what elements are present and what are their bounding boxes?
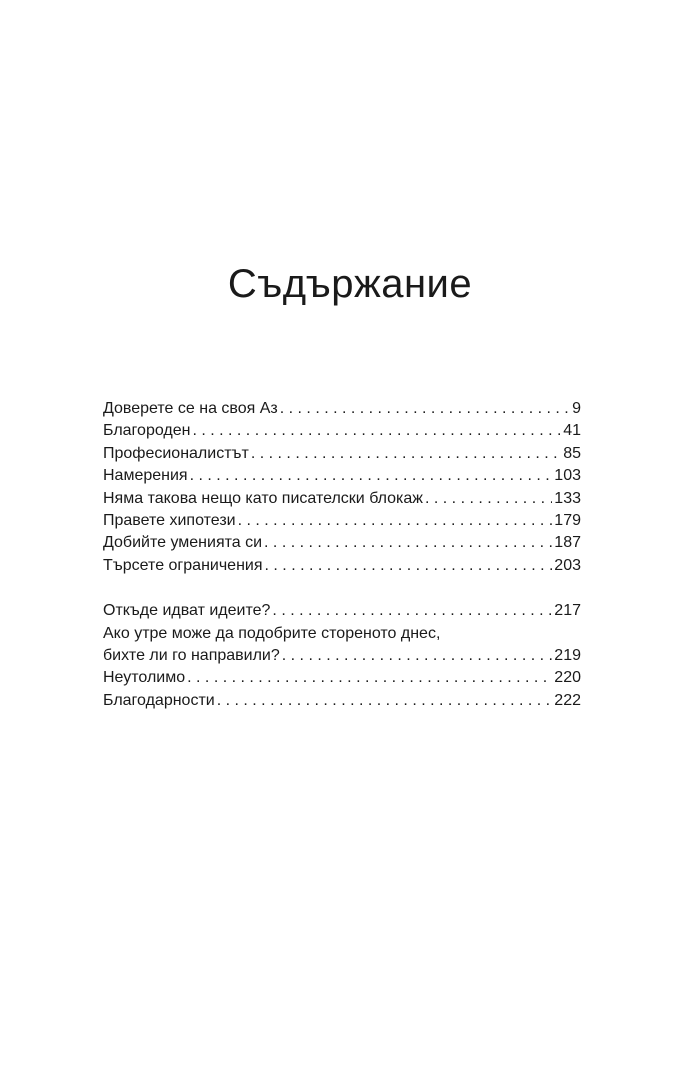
toc-entry[interactable]: [103, 690, 581, 712]
toc-entry-title: Доверете се на своя Аз: [103, 400, 278, 417]
toc-page-number: 9: [572, 400, 581, 417]
toc-entry-title: Правете хипотези: [103, 511, 236, 529]
dot-leader: [251, 443, 561, 465]
toc-page-number: 41: [563, 422, 581, 440]
table-of-contents: [103, 398, 581, 712]
toc-entry[interactable]: [103, 420, 581, 442]
toc-entry-title: Неутолимо: [103, 669, 186, 687]
toc-entry[interactable]: [103, 532, 581, 554]
toc-page-number: 103: [554, 467, 581, 485]
toc-entry[interactable]: [103, 667, 581, 689]
toc-entry-title: Няма такова нещо като писателски блокаж: [103, 489, 423, 507]
toc-entry[interactable]: [103, 398, 581, 420]
toc-entry-title: Благодарности: [103, 691, 215, 709]
toc-entry[interactable]: [103, 465, 581, 487]
toc-page-number: 219: [554, 646, 581, 664]
toc-entry-title: Благороден: [103, 422, 191, 440]
toc-entry-title: Намерения: [103, 467, 188, 485]
toc-page-number: 187: [554, 534, 581, 552]
toc-entry[interactable]: [103, 443, 581, 465]
dot-leader: [238, 510, 553, 532]
dot-leader: [217, 690, 553, 712]
dot-leader: [190, 465, 553, 487]
toc-entry-title: бихте ли го направили?: [103, 646, 280, 664]
dot-leader: [425, 488, 552, 510]
toc-entry[interactable]: [103, 510, 581, 532]
toc-page-number: 133: [554, 489, 581, 507]
toc-page-number: 222: [554, 691, 581, 709]
toc-entry[interactable]: [103, 645, 581, 667]
toc-group-main: [103, 398, 581, 577]
toc-entry-title: Добийте уменията си: [103, 534, 263, 552]
dot-leader: [192, 420, 561, 442]
toc-page-number: 85: [563, 444, 581, 462]
page-title: Съдържание: [227, 262, 473, 306]
toc-page-number: 203: [554, 556, 581, 574]
toc-entry-title: Откъде идват идеите?: [103, 602, 271, 620]
dot-leader: [265, 555, 553, 577]
toc-entry-title-line1: Ако утре може да подобрите стореното днес,: [103, 624, 441, 642]
toc-group-appendix: [103, 600, 581, 712]
toc-entry-title: Търсете ограничения: [103, 556, 263, 574]
dot-leader: [187, 667, 552, 689]
toc-entry-title: Професионалистът: [103, 444, 249, 462]
toc-entry[interactable]: [103, 555, 581, 577]
toc-page-number: 179: [554, 511, 581, 529]
dot-leader: [282, 645, 553, 667]
dot-leader: [264, 532, 552, 554]
dot-leader: [280, 398, 570, 420]
toc-page-number: 220: [554, 669, 581, 687]
dot-leader: [272, 600, 552, 622]
toc-page-number: 217: [554, 602, 581, 620]
toc-entry[interactable]: [103, 488, 581, 510]
toc-entry[interactable]: [103, 600, 581, 622]
